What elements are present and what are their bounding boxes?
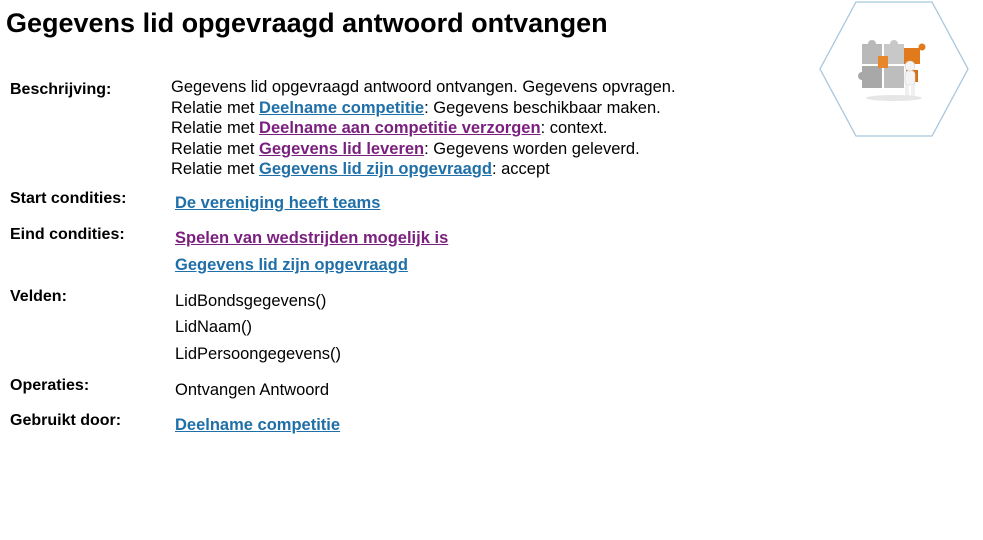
relation-link-deelname-competitie[interactable]: Deelname competitie: [259, 98, 425, 117]
eind-conditie-link[interactable]: Spelen van wedstrijden mogelijk is: [175, 229, 449, 247]
beschrijving-label: Beschrijving:: [10, 81, 112, 98]
start-condities-label: Start condities:: [10, 190, 127, 207]
eind-conditie-link[interactable]: Gegevens lid zijn opgevraagd: [175, 256, 408, 274]
veld-item: LidNaam(): [175, 318, 253, 336]
relation-link-gegevens-lid-leveren[interactable]: Gegevens lid leveren: [259, 139, 425, 158]
velden-label: Velden:: [10, 288, 67, 305]
start-conditie-link[interactable]: De vereniging heeft teams: [175, 194, 381, 212]
relation-suffix: : accept: [491, 160, 550, 179]
puzzle-people-icon: [818, 0, 970, 138]
relation-prefix: Relatie met: [171, 160, 260, 179]
relation-prefix: Relatie met: [171, 139, 260, 158]
relation-suffix: : Gegevens worden geleverd.: [424, 139, 640, 158]
relation-line: [171, 139, 676, 160]
veld-item: LidPersoongegevens(): [175, 345, 342, 363]
eind-condities-label: Eind condities:: [10, 226, 125, 243]
veld-item: LidBondsgegevens(): [175, 292, 327, 310]
relation-line: [171, 159, 676, 180]
gebruikt-door-label: Gebruikt door:: [10, 412, 122, 429]
gebruikt-door-link[interactable]: Deelname competitie: [175, 416, 341, 434]
beschrijving-text: [171, 77, 676, 180]
relation-line: [171, 98, 676, 119]
relation-link-deelname-aan-competitie-verzorgen[interactable]: Deelname aan competitie verzorgen: [259, 119, 541, 138]
relation-line: [171, 118, 676, 139]
operaties-label: Operaties:: [10, 377, 90, 394]
page-title: Gegevens lid opgevraagd antwoord ontvangen: [6, 8, 608, 38]
operatie-item: Ontvangen Antwoord: [175, 381, 330, 399]
relation-prefix: Relatie met: [171, 98, 260, 117]
relation-prefix: Relatie met: [171, 119, 260, 138]
relation-suffix: : context.: [540, 119, 608, 138]
beschrijving-first-line: Gegevens lid opgevraagd antwoord ontvangen. Gegevens opvragen.: [171, 78, 676, 96]
relation-suffix: : Gegevens beschikbaar maken.: [424, 98, 661, 117]
relation-link-gegevens-lid-zijn-opgevraagd[interactable]: Gegevens lid zijn opgevraagd: [259, 160, 492, 179]
